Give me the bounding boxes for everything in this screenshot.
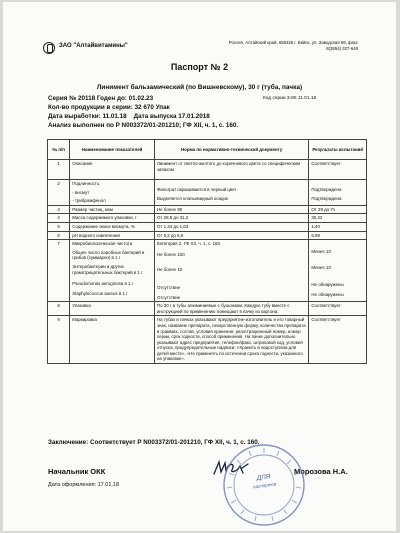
- signer-role: Начальник ОКК: [48, 467, 106, 476]
- product-name: Линимент бальзамический (по Вишневскому), 30 г (туба, пачка): [96, 84, 303, 91]
- dates-line: Дата выработки: 11.01.18 Дата выпуска 17.01.2018: [48, 113, 210, 120]
- quantity-line: Кол-во продукции в серии: 32 670 Упак: [48, 104, 170, 111]
- col-header-indicator: Наименование показателей: [70, 140, 155, 160]
- stamp-text: ДЛЯ паспортов: [252, 473, 277, 490]
- table-row: 1 Описание Линимент от светло-желтого до коричневого цвета со специфическим запахом Соответствует: [48, 160, 367, 180]
- signer-name: Морозова Н.А.: [294, 467, 348, 476]
- company-address: Россия, Алтайский край, 659325 г. Бийск, ул. Заводская 69, факс 8(3854) 327-648: [228, 40, 358, 51]
- table-header-row: [48, 140, 367, 160]
- analysis-line: Анализ выполнен по Р N003372/01-201210; ГФ XII, ч. 1, с. 160.: [48, 122, 239, 129]
- company-logo-icon: [43, 42, 55, 54]
- table-row: 4 Масса содержимого упаковки, г От 28,8 до 31,2 30,22: [48, 214, 367, 223]
- conclusion: Заключение: Соответствует Р N003372/01-201210, ГФ XII, ч. 1, с. 160.: [48, 439, 260, 446]
- table-row: 9 Маркировка На тубах и пачках указывают предприятие-изготовитель и его товарный знак, название препарата, лекарственную форму, количество препарата в граммах, состав, условия хранения, регистрационный номер, номер серии, срок годности, способ применения. На пачке дополнительно указывают адрес предприятия, телефон/факс, штриховой код, условия отпуска, предупредительные надписи: «Хранить в недоступном для детей месте», «Не применять по истечении срока годности, указанного на упаковке». Соответствует: [48, 316, 367, 364]
- table-row: 7 Микробиологическая чистота Общее число аэробных бактерий и грибов (суммарно) в 1 г Энтеробактерии и других грамотрицательных бактерий в 1 г Pseudomonas aeruginosa в 1 г Staphylococcus aureus в 1 г Категория 2, ГФ XII, ч. 1, с. 160. Не более 100 Не более 10 Отсутствие Отсутствие Менее 10 Менее 10 Не обнаружены Не обнаружены: [48, 240, 367, 302]
- table-row: 6 pH водного извлечения От 5,2 до 6,9 5,98: [48, 231, 367, 240]
- specification-table: [47, 139, 367, 364]
- col-header-number: № п/п: [48, 140, 70, 160]
- passport-title: Паспорт № 2: [170, 62, 229, 72]
- quality-stamp: [221, 442, 307, 528]
- table-row: 2 Подлинность: - висмут - трибромфенол Фильтрат окрашивается в черный цвет Выделяется хлопьевидный осадок Подтверждена Подтверждена: [48, 180, 367, 206]
- table-row: 5 Содержание окиси висмута, % От 1,34 до 1,63 1,40: [48, 222, 367, 231]
- issue-date: Дата оформления: 17.01.18: [48, 482, 120, 488]
- series-code: Код серии 3-85 11.01.18: [263, 96, 317, 101]
- col-header-norm: Норма по нормативно-технической документу: [154, 140, 308, 160]
- document-page: [3, 2, 396, 531]
- table-row: 8 Упаковка По 30 г в тубы алюминиевые с бушонами. Каждую тубу вместе с инструкцией по применению помещают в пачку из картона. Соответствует: [48, 302, 367, 316]
- col-header-result: Результаты испытаний: [309, 140, 367, 160]
- letterhead: [43, 40, 358, 60]
- table-row: 3 Размер частиц, мкм Не более 80 От 29 до 71: [48, 205, 367, 214]
- company-name: ЗАО "Алтайвитамины": [59, 43, 128, 49]
- series-line: Серия № 20118 Годен до: 01.02.23: [48, 95, 154, 102]
